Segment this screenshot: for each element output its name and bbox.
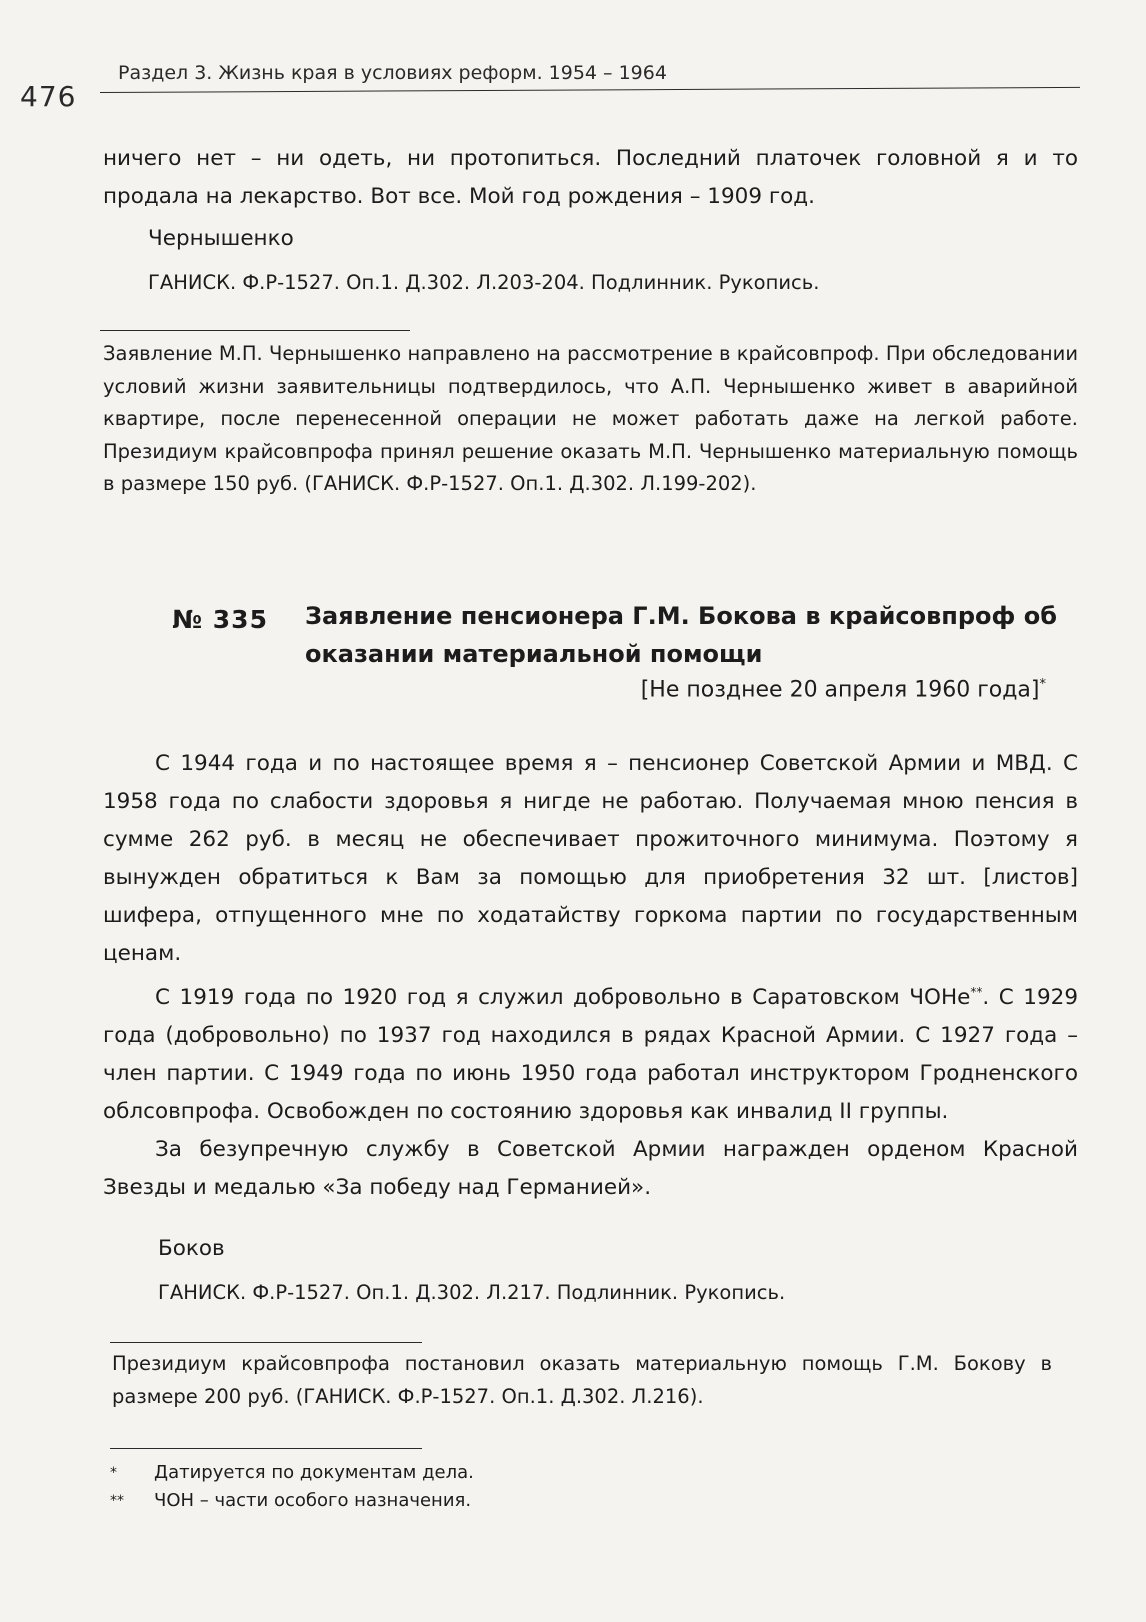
document-archival-note: Президиум крайсовпрофа постановил оказать материальную помощь Г.М. Бокову в размере 200 руб. (ГАНИСК. Ф.Р-1527. Оп.1. Д.302. Л.216).: [112, 1352, 1052, 1408]
document-body: [103, 745, 1078, 1207]
footnote-1-text: Датируется по документам дела.: [154, 1462, 474, 1483]
paragraph-2-start: С 1919 года по 1920 год я служил добровольно в Саратовском ЧОНе: [155, 985, 971, 1011]
document-number: № 335: [172, 605, 268, 634]
document-title: Заявление пенсионера Г.М. Бокова в крайсовпроф об оказании материальной помощи: [305, 602, 1057, 668]
document-date: [641, 677, 1046, 702]
note-divider-2: [110, 1342, 422, 1343]
running-head: Раздел 3. Жизнь края в условиях реформ. 1954 – 1964: [118, 62, 667, 84]
previous-signature: Чернышенко: [148, 226, 294, 251]
footnote-divider: [110, 1448, 422, 1449]
document-signature: Боков: [158, 1236, 225, 1261]
footnote-1-mark: *: [110, 1465, 117, 1481]
date-footnote-mark: *: [1039, 677, 1046, 692]
previous-archival-note: Заявление М.П. Чернышенко направлено на рассмотрение в крайсовпроф. При обследовании условий жизни заявительницы подтвердилось, что А.П. Чернышенко живет в аварийной квартире, после перенесенной операции не может работать даже на легкой работе. Президиум крайсовпрофа принял решение оказать М.П. Чернышенко материальную помощь в размере 150 руб. (ГАНИСК. Ф.Р-1527. Оп.1. Д.302. Л.199-202).: [103, 342, 1078, 495]
page-number: 476: [20, 80, 77, 113]
footnote-1: [110, 1460, 474, 1486]
note-divider: [100, 330, 410, 331]
document-source: ГАНИСК. Ф.Р-1527. Оп.1. Д.302. Л.217. Подлинник. Рукопись.: [158, 1281, 786, 1304]
footnote-2-mark: **: [110, 1493, 124, 1509]
previous-document-text: ничего нет – ни одеть, ни протопиться. Последний платочек головной я и то продала на лекарство. Вот все. Мой год рождения – 1909 год.: [103, 146, 1078, 209]
previous-source: ГАНИСК. Ф.Р-1527. Оп.1. Д.302. Л.203-204. Подлинник. Рукопись.: [148, 271, 820, 294]
body-paragraph-2: [103, 973, 1078, 1131]
paragraph-2-end: . С 1929 года (добровольно) по 1937 год находился в рядах Красной Армии. С 1927 года – член партии. С 1949 года по июнь 1950 года работал инструктором Гродненского облсовпрофа. Освобожден по состоянию здоровья как инвалид II группы.: [103, 985, 1078, 1125]
footnote-2-text: ЧОН – части особого назначения.: [154, 1490, 472, 1511]
body-paragraph-1: С 1944 года и по настоящее время я – пенсионер Советской Армии и МВД. С 1958 года по слабости здоровья я нигде не работаю. Получаемая мною пенсия в сумме 262 руб. в месяц не обеспечивает прожиточного минимума. Поэтому я вынужден обратиться к Вам за помощью для приобретения 32 шт. [листов] шифера, отпущенного мне по ходатайству горкома партии по государственным ценам.: [103, 751, 1078, 966]
footnote-2: [110, 1488, 471, 1514]
document-date-text: [Не позднее 20 апреля 1960 года]: [640, 677, 1040, 703]
chon-footnote-mark: **: [970, 985, 983, 999]
body-paragraph-3: За безупречную службу в Советской Армии награжден орденом Красной Звезды и медалью «За победу над Германией».: [103, 1137, 1078, 1201]
header-rule: [100, 87, 1080, 93]
